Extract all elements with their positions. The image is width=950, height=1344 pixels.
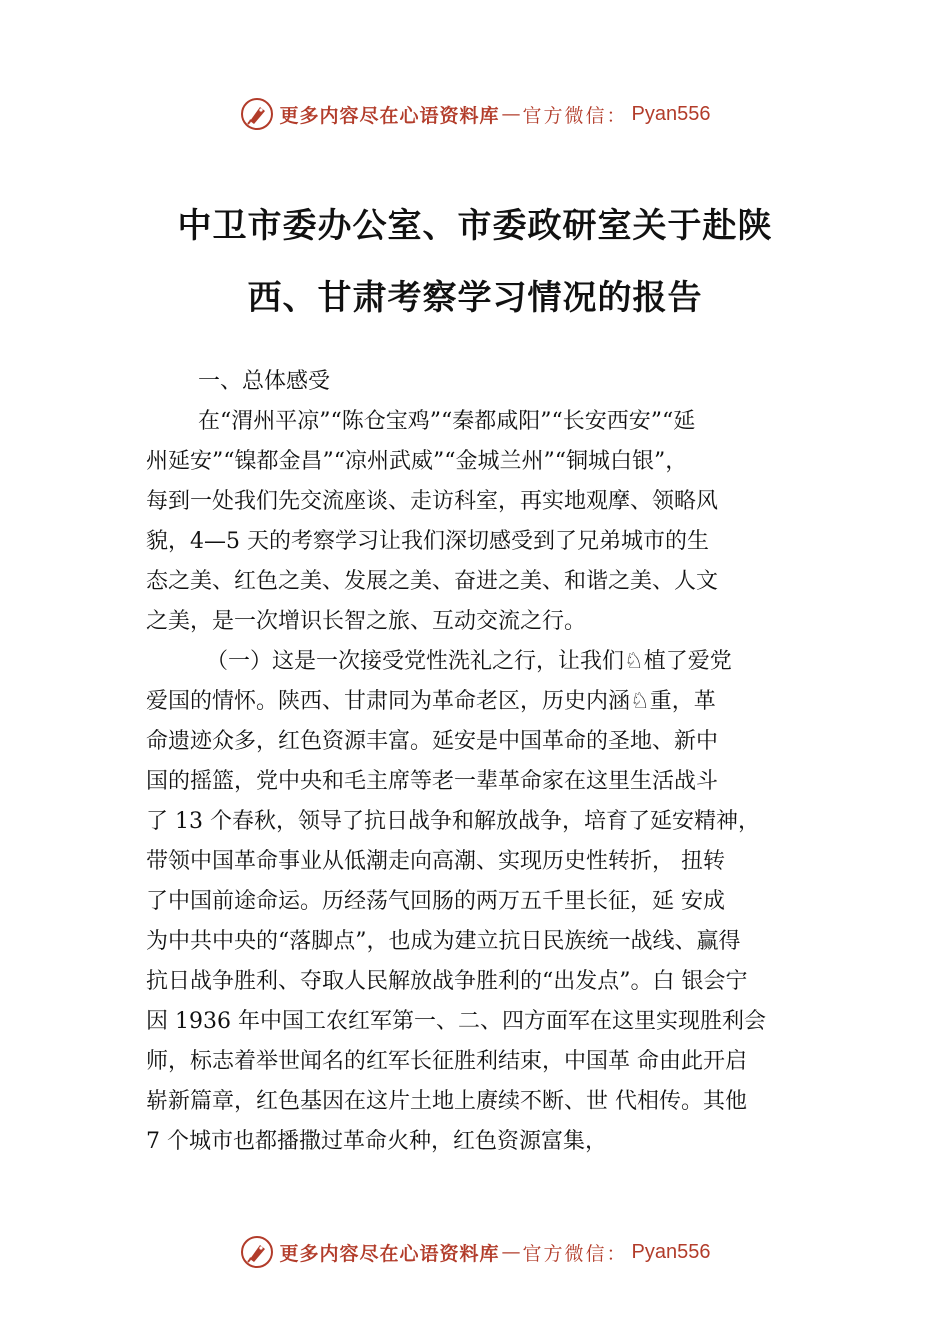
body-line: 在“渭州平凉”“陈仓宝鸡”“秦都咸阳”“长安西安”“延 xyxy=(198,409,696,434)
watermark-wechat-label: 官方微信： xyxy=(522,104,628,127)
body-line: 因 1936 年中国工农红军第一、二、四方面军在这里实现胜利会 xyxy=(146,1009,766,1034)
body-line: 了中国前途命运。历经荡气回肠的两万五千里长征，延 安成 xyxy=(146,889,725,914)
title-line-1: 中卫市委办公室、市委政研室关于赴陕 xyxy=(177,206,773,246)
watermark-slogan: 更多内容尽在心语资料库 xyxy=(279,104,500,127)
body-line: 为中共中央的“落脚点”，也成为建立抗日民族统一战线、赢得 xyxy=(146,929,741,954)
watermark-dash: — xyxy=(501,1241,521,1263)
document-title xyxy=(110,190,840,334)
watermark-wechat-id: Pyan556 xyxy=(631,1240,711,1263)
body-line: 抗日战争胜利、夺取人民解放战争胜利的“出发点”。白 银会宁 xyxy=(146,969,748,994)
watermark-slogan: 更多内容尽在心语资料库 xyxy=(279,1242,500,1265)
body-line: 国的摇篮，党中央和毛主席等老一辈革命家在这里生活战斗 xyxy=(146,769,719,794)
body-line: 态之美、红色之美、发展之美、奋进之美、和谐之美、人文 xyxy=(146,569,719,594)
watermark-banner-top xyxy=(0,94,950,134)
section-heading: 一、总体感受 xyxy=(198,369,331,394)
pen-nib-logo-icon xyxy=(240,97,274,131)
body-line: 每到一处我们先交流座谈、走访科室，再实地观摩、领略风 xyxy=(146,489,719,514)
subsection-line: （一）这是一次接受党性洗礼之行，让我们♘植了爱党 xyxy=(206,649,732,674)
watermark-banner-bottom xyxy=(0,1232,950,1272)
body-line: 带领中国革命事业从低潮走向高潮、实现历史性转折， 扭转 xyxy=(146,849,725,874)
body-line: 命遗迹众多，红色资源丰富。延安是中国革命的圣地、新中 xyxy=(146,729,719,754)
body-line: 州延安”“镍都金昌”“凉州武威”“金城兰州”“铜城白银”， xyxy=(146,449,688,474)
pen-nib-logo-icon xyxy=(240,1235,274,1269)
body-line: 师，标志着举世闻名的红军长征胜利结束，中国革 命由此开启 xyxy=(146,1049,747,1074)
watermark-wechat-label: 官方微信： xyxy=(522,1242,628,1265)
body-line: 了 13 个春秋，领导了抗日战争和解放战争，培育了延安精神， xyxy=(146,809,760,834)
body-line: 7 个城市也都播撒过革命火种，红色资源富集， xyxy=(146,1129,607,1154)
watermark-dash: — xyxy=(501,103,521,125)
body-line: 崭新篇章，红色基因在这片土地上赓续不断、世 代相传。其他 xyxy=(146,1089,747,1114)
watermark-wechat-id: Pyan556 xyxy=(631,102,711,125)
title-line-2: 西、甘肃考察学习情况的报告 xyxy=(247,278,703,318)
document-body xyxy=(146,362,836,1162)
body-line: 貌，4—5 天的考察学习让我们深切感受到了兄弟城市的生 xyxy=(146,529,709,554)
body-line: 之美，是一次增识长智之旅、互动交流之行。 xyxy=(146,609,587,634)
body-line: 爱国的情怀。陕西、甘肃同为革命老区，历史内涵♘重，革 xyxy=(146,689,716,714)
